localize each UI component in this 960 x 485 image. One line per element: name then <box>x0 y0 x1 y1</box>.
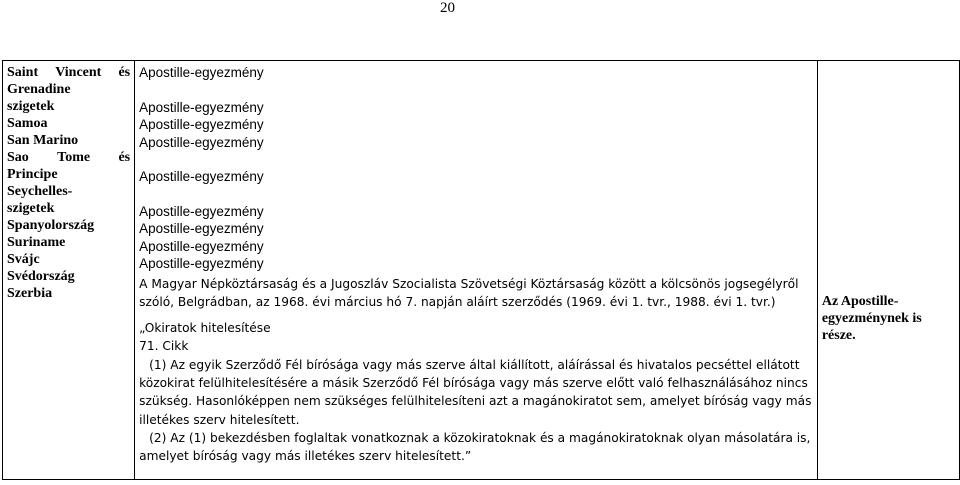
agreement-seychelles: Apostille-egyezmény <box>139 169 264 184</box>
agreement-svajc: Apostille-egyezmény <box>139 238 264 254</box>
agreement-saint-vincent: Apostille-egyezmény <box>139 65 264 80</box>
country-table <box>2 60 960 480</box>
agreement-sao-tome: Apostille-egyezmény <box>139 134 264 150</box>
country-svajc: Svájc <box>7 252 40 267</box>
remarks-column <box>817 61 959 480</box>
serbia-heading: „Okiratok hitelesítése <box>139 321 271 336</box>
serbia-treaty: A Magyar Népköztársaság és a Jugoszláv Szocialista Szövetségi Köztársaság között a kölcsönös jogsegélyről szóló, Belgrádban, az 1968. évi március hó 7. napján aláírt szerződés (1969. évi 1. tvr., 1988. évi 1. tvr.) <box>139 276 799 309</box>
country-suriname: Suriname <box>7 235 66 250</box>
serbia-article: 71. Cikk <box>139 339 189 354</box>
country-szerbia: Szerbia <box>7 286 53 301</box>
country-svedorszag: Svédország <box>7 269 75 284</box>
agreements-column <box>135 61 818 480</box>
countries-column: Saint Vincent és Grenadine szigetek Samoa San Marino Sao Tome és Principe Seychelles- szigetek Spanyolország Suriname Svájc Svédország Szerbia <box>3 61 135 480</box>
agreement-samoa: Apostille-egyezmény <box>139 99 264 115</box>
agreement-svedorszag: Apostille-egyezmény <box>139 256 264 271</box>
page-number: 20 <box>440 0 455 16</box>
country-spanyolorszag: Spanyolország <box>7 218 95 233</box>
agreement-spanyolorszag: Apostille-egyezmény <box>139 203 264 219</box>
agreement-suriname: Apostille-egyezmény <box>139 221 264 236</box>
serbia-remark: Az Apostille-egyezménynek is része. <box>821 294 922 343</box>
serbia-para-2: (2) Az (1) bekezdésben foglaltak vonatkoznak a közokiratoknak és a magánokiratoknak olyan másolatára is, amelyet bíróság vagy más illetékes szerv hitelesített.” <box>139 430 811 464</box>
serbia-para-1: (1) Az egyik Szerződő Fél bírósága vagy más szerve által kiállított, aláírással és hivatalos pecséttel ellátott közokirat felülhitelesítésére a másik Szerződő Fél bírósága vagy más szerve előtt való felhasználásához nincs szükség. Hasonlóképpen nem szükséges felülhitelesíteni azt a magánokiratot sem, amelyet bíróság vagy más illetékes szerv hitelesített. <box>139 357 812 427</box>
country-samoa: Samoa <box>7 116 48 131</box>
agreement-san-marino: Apostille-egyezmény <box>139 117 264 132</box>
country-san-marino: San Marino <box>7 133 79 148</box>
